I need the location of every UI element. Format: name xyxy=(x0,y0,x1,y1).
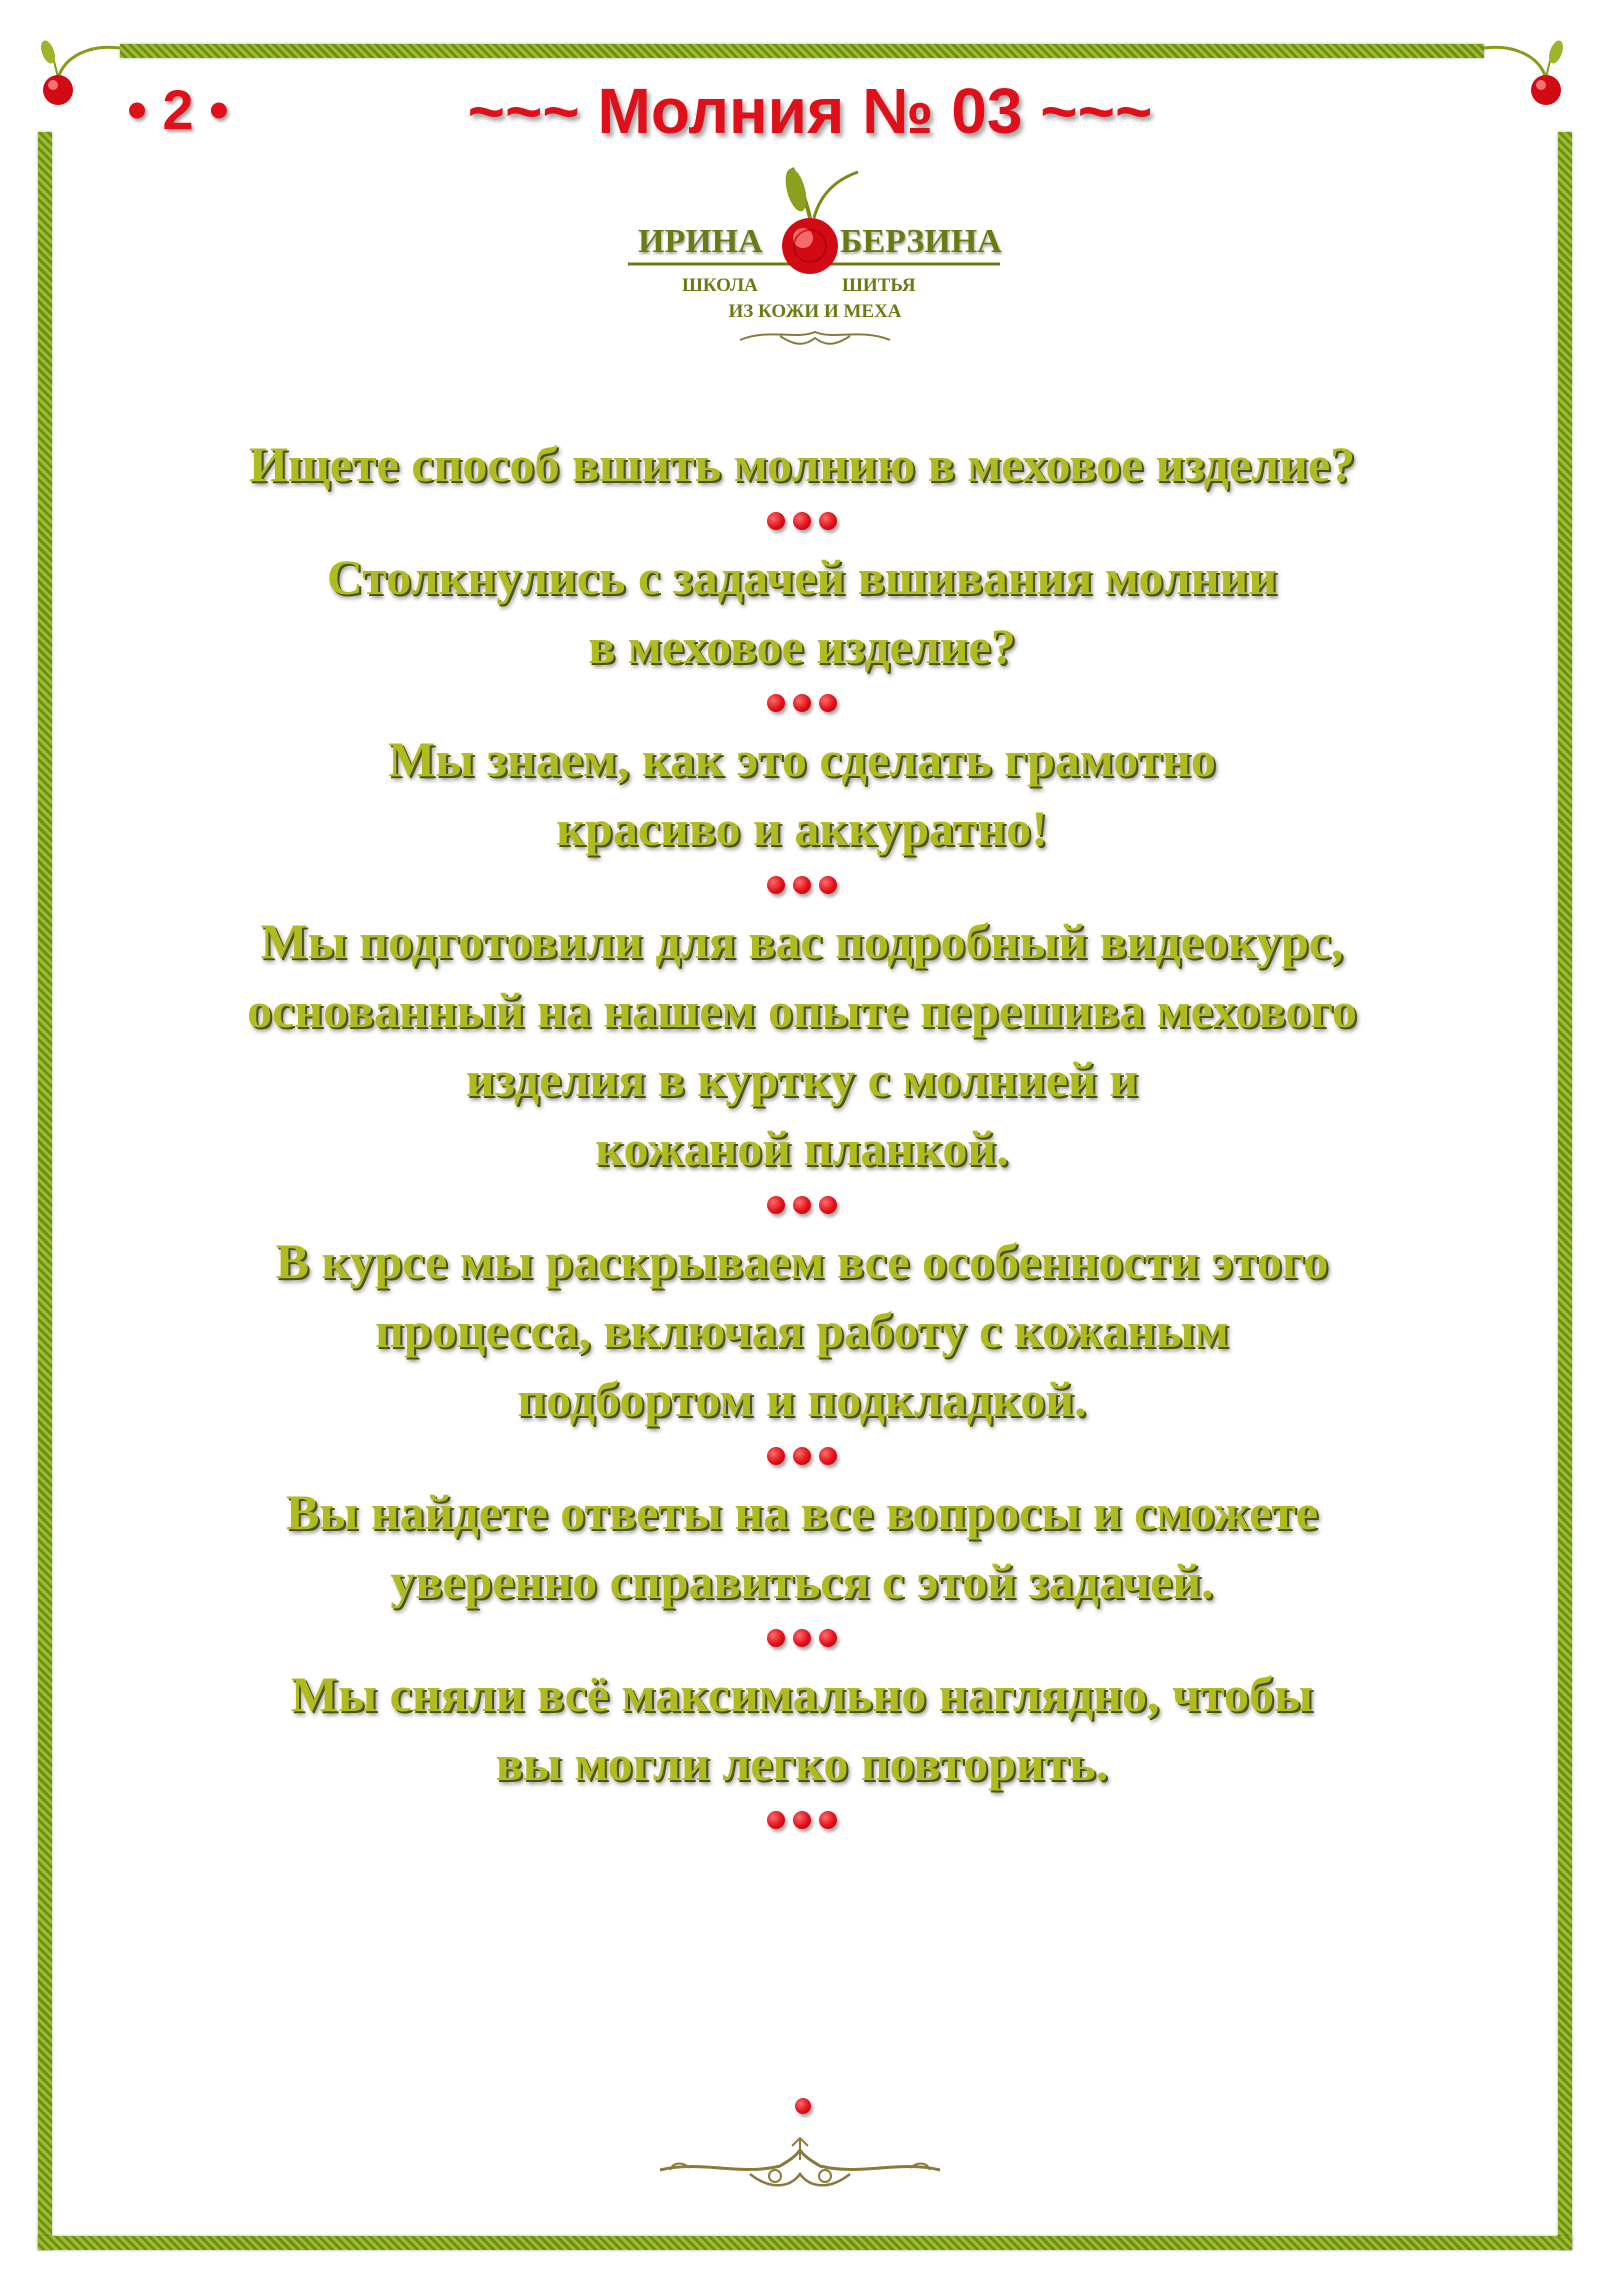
separator-dots xyxy=(100,499,1504,543)
main-content xyxy=(100,430,1504,1842)
paragraph xyxy=(100,543,1504,681)
logo-name-right: БЕРЗИНА xyxy=(840,223,1002,260)
paragraph xyxy=(100,1227,1504,1434)
separator-dots xyxy=(100,1798,1504,1842)
text-line: подбортом и подкладкой. xyxy=(517,1371,1087,1427)
text-line: уверенно справиться с этой задачей. xyxy=(390,1553,1214,1609)
paragraph xyxy=(100,907,1504,1183)
text-line: красиво и аккуратно! xyxy=(556,800,1048,856)
text-line: изделия в куртку с молнией и xyxy=(465,1051,1139,1107)
logo-name-left: ИРИНА xyxy=(638,223,763,260)
logo-subtitle-material: ИЗ КОЖИ И МЕХА xyxy=(728,301,902,322)
paragraph xyxy=(100,1478,1504,1616)
separator-dots xyxy=(100,1434,1504,1478)
text-line: вы могли легко повторить. xyxy=(495,1735,1109,1791)
text-line: Мы знаем, как это сделать грамотно xyxy=(388,731,1216,787)
text-line: кожаной планкой. xyxy=(595,1120,1009,1176)
logo-subtitle-sewing: ШИТЬЯ xyxy=(842,275,916,296)
frame-bottom-border xyxy=(38,2236,1572,2250)
end-dot xyxy=(795,2098,811,2114)
text-line: процесса, включая работу с кожаным xyxy=(375,1302,1229,1358)
school-logo xyxy=(620,160,1010,360)
separator-dots xyxy=(100,681,1504,725)
frame-right-border xyxy=(1558,132,1572,2250)
separator-dots xyxy=(100,1616,1504,1660)
text-line: Столкнулись с задачей вшивания молнии xyxy=(326,549,1278,605)
text-line: Мы сняли всё максимально наглядно, чтобы xyxy=(290,1666,1314,1722)
logo-subtitle-school: ШКОЛА xyxy=(682,275,758,296)
cherry-branch-right-icon xyxy=(1454,36,1574,136)
separator-dots xyxy=(100,863,1504,907)
page-number: • 2 • xyxy=(127,78,229,141)
paragraph xyxy=(100,1660,1504,1798)
text-line: Ищете способ вшить молнию в меховое изделие? xyxy=(248,436,1356,492)
text-line: Мы подготовили для вас подробный видеокурс, xyxy=(260,913,1344,969)
text-line: основанный на нашем опыте перешива мехового xyxy=(247,982,1357,1038)
frame-left-border xyxy=(38,132,52,2250)
text-line: В курсе мы раскрываем все особенности этого xyxy=(275,1233,1329,1289)
page-title: ~~~ Молния № 03 ~~~ xyxy=(467,75,1153,147)
paragraph xyxy=(100,725,1504,863)
paragraph xyxy=(100,430,1504,499)
text-line: Вы найдете ответы на все вопросы и сможете xyxy=(285,1484,1319,1540)
frame-top-border xyxy=(120,44,1484,58)
scroll-ornament-icon xyxy=(650,2130,950,2200)
separator-dots xyxy=(100,1183,1504,1227)
text-line: в меховое изделие? xyxy=(588,618,1016,674)
